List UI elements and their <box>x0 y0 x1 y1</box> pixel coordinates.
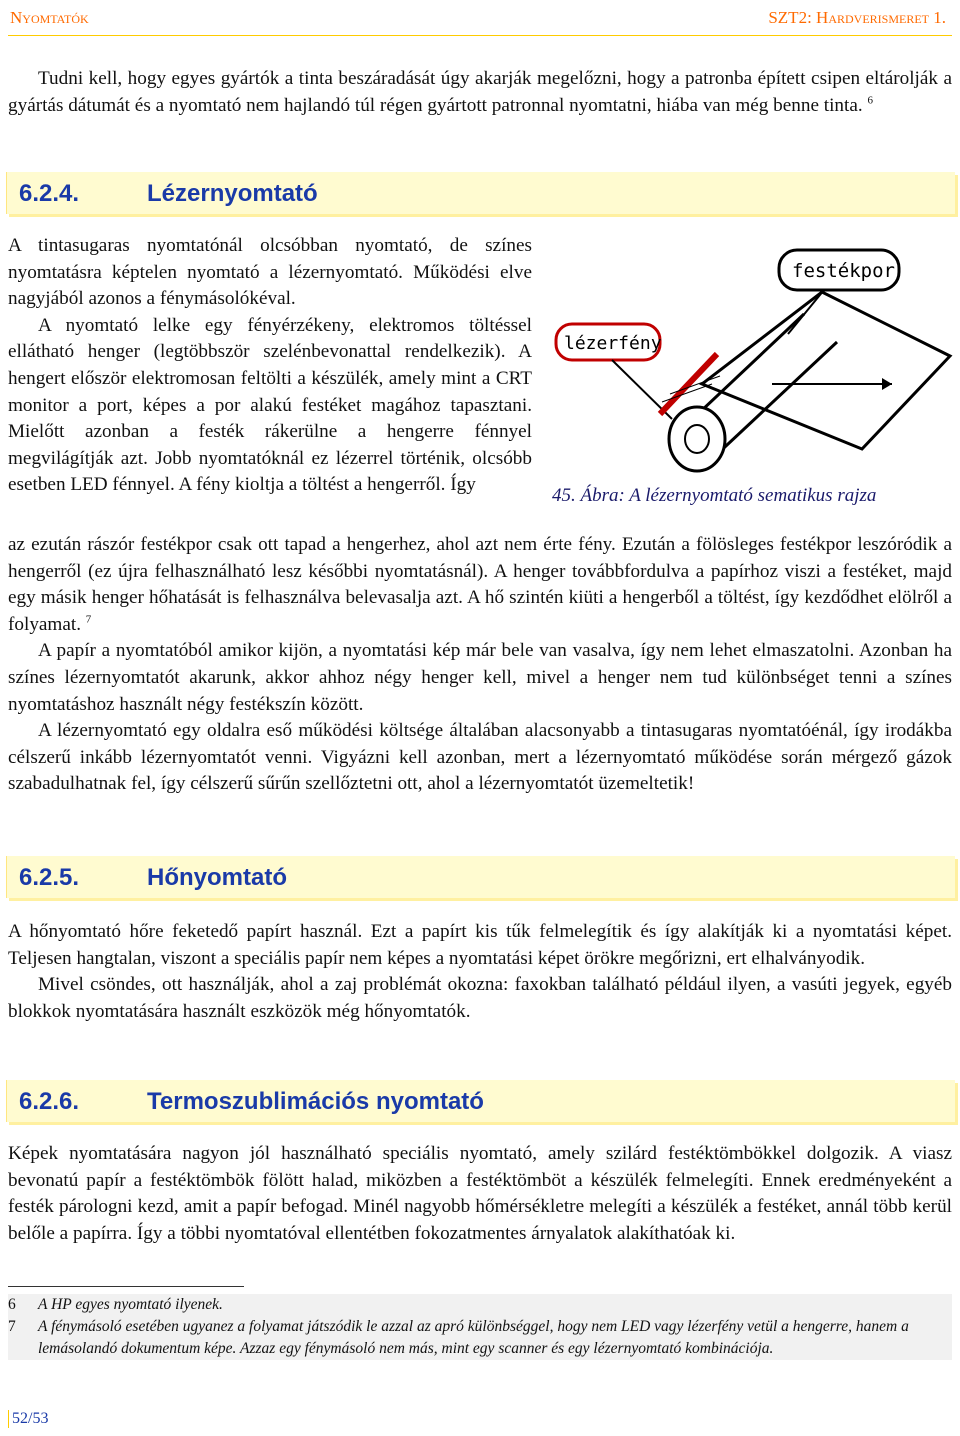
footnote-item <box>8 1294 952 1316</box>
footnote-rule <box>8 1286 244 1287</box>
footnote-ref-7[interactable]: 7 <box>85 613 92 626</box>
section-number: 6.2.5. <box>19 864 80 891</box>
footnote-item <box>8 1316 952 1360</box>
laser-continuation <box>8 532 952 798</box>
footnote-number: 6 <box>8 1296 16 1313</box>
thermal-body <box>8 919 952 1025</box>
laser-continuation-text: az ezután rászór festékpor csak ott tapad a hengerhez, ahol azt nem érte fény. Ezután a fölösleges festékpor leszóródik a hengerről (ez újra felhasználható lesz későbbi nyomtatásnál). A henger továbbfordulva a papírhoz viszi a festéket, majd egy másik henger hőhatását is felhasználva belevasalja azt. A hő szintén kiüti a hengerből a töltést, így kezdődhet elölről a folyamat. <box>8 534 952 635</box>
drum-end <box>669 407 725 471</box>
laser-paragraph-2: A nyomtató lelke egy fényérzékeny, elektromos töltéssel ellátható henger (legtöbbször szelénbevonattal rendelkezik). A hengert először elektromosan feltölti a készülék, amely mint a CRT monitor a port, képes a por alakú festéket magához tapasztani. Mielőtt azonban a festék rákerülne a hengerre fénnyel megvilágítják azt. Jobb nyomtatóknál ez lézerrel történik, olcsóbb esetben LED fénnyel. A fény kioltja a töltést a hengerről. Így <box>8 314 532 496</box>
page-number: 52/53 <box>8 1410 48 1428</box>
intro-text: Tudni kell, hogy egyes gyártók a tinta beszáradását úgy akarják megelőzni, hogy a patronba épített csipen eltárolják a gyártás dátumát és a nyomtató nem hajlandó túl régen gyártott patronnal nyomtatni, hiába van még benne tinta. <box>8 68 952 116</box>
footnote-text: A HP egyes nyomtató ilyenek. <box>38 1296 223 1313</box>
section-number: 6.2.4. <box>19 180 80 207</box>
thermal-paragraph-1: A hőnyomtató hőre feketedő papírt használ. Ezt a papírt kis tűk felmelegítik és így alakítják ki a nyomtatási képet. Teljesen hangtalan, viszont a speciális papír nem képes a nyomtatási képet örökre megőrizni, ert elhalványodik. <box>8 921 952 969</box>
dyesub-paragraph-1: Képek nyomtatására nagyon jól használható speciális nyomtató, amely szilárd festéktömbökkel dolgozik. A viasz bevonatú papír a festéktömbök fölött halad, miközben a festéktömböt a készülék felmelegíti. Ennek eredményeként a festék párologni kezd, amit a papír befogad. Minél nagyobb hőmérsékletre melegíti a készülék a festéket, annál több kerül belőle a papírra. Így a többi nyomtatóval ellentétben fokozatmentes árnyalatok alakíthatóak ki. <box>8 1143 952 1244</box>
figure-caption: 45. Ábra: A lézernyomtató sematikus rajza <box>552 485 877 506</box>
footnotes <box>8 1294 952 1360</box>
running-header-left: Nyomtatók <box>10 8 89 27</box>
intro-paragraph <box>8 66 952 119</box>
footnote-number: 7 <box>8 1318 16 1335</box>
thermal-paragraph-2: Mivel csöndes, ott használják, ahol a zaj problémát okozna: faxokban található például ilyen, a vasúti jegyek, egyéb blokkok nyomtatására használt eszközök még hőnyomtatók. <box>8 974 952 1022</box>
footnote-text: A fénymásoló esetében ugyanez a folyamat játszódik le azzal az apró különbséggel, hogy nem LED vagy lézerfény vetül a hengerre, hanem a lemásolandó dokumentum képe. Azzaz egy fénymásoló nem más, mint egy scanner és egy lézernyomtató kombinációja. <box>38 1318 909 1357</box>
section-number: 6.2.6. <box>19 1088 80 1115</box>
header-rule <box>8 35 952 36</box>
section-heading-dyesub <box>6 1080 955 1122</box>
running-header-right: SZT2: Hardverismeret 1. <box>768 8 946 27</box>
toner-pointer <box>788 290 824 334</box>
footnote-ref-6[interactable]: 6 <box>867 94 873 107</box>
section-heading-laser <box>6 172 955 214</box>
toner-label: festékpor <box>792 260 895 282</box>
paper-sheet <box>702 292 950 449</box>
laser-label: lézerfény <box>564 333 662 354</box>
laser-paragraph-4: A lézernyomtató egy oldalra eső működési költsége általában alacsonyabb a tintasugaras nyomtatóénál, így irodákba célszerű inkább lézernyomtatót venni. Vigyázni kell azonban, mert a lézernyomtató működése során mérgező gázok szabadulhatnak fel, így célszerű sűrűn szellőztetni ott, ahol a lézernyomtatót üzemeltetik! <box>8 720 952 795</box>
laser-printer-diagram <box>552 234 954 484</box>
laser-left-column <box>8 233 532 499</box>
paper-arrowhead <box>882 378 892 390</box>
drum-bottom-edge <box>712 342 837 459</box>
laser-paragraph-3: A papír a nyomtatóból amikor kijön, a nyomtatási kép már bele van vasalva, így nem lehet elmaszatolni. Azonban ha színes lézernyomtatót akarunk, akkor ahhoz négy henger kell, mivel a henger nem tud különbséget tenni a színes nyomtatáshoz használt négy festékszín között. <box>8 640 952 715</box>
section-heading-thermal <box>6 856 955 898</box>
section-title: Hőnyomtató <box>147 864 287 891</box>
laser-paragraph-1: A tintasugaras nyomtatónál olcsóbban nyomtató, de színes nyomtatásra képtelen nyomtató a lézernyomtató. Működési elve nagyjából azonos a fénymásolókéval. <box>8 235 532 310</box>
dyesub-body <box>8 1141 952 1247</box>
section-title: Lézernyomtató <box>147 180 318 207</box>
diagram-svg <box>552 234 954 484</box>
section-title: Termoszublimációs nyomtató <box>147 1088 484 1115</box>
